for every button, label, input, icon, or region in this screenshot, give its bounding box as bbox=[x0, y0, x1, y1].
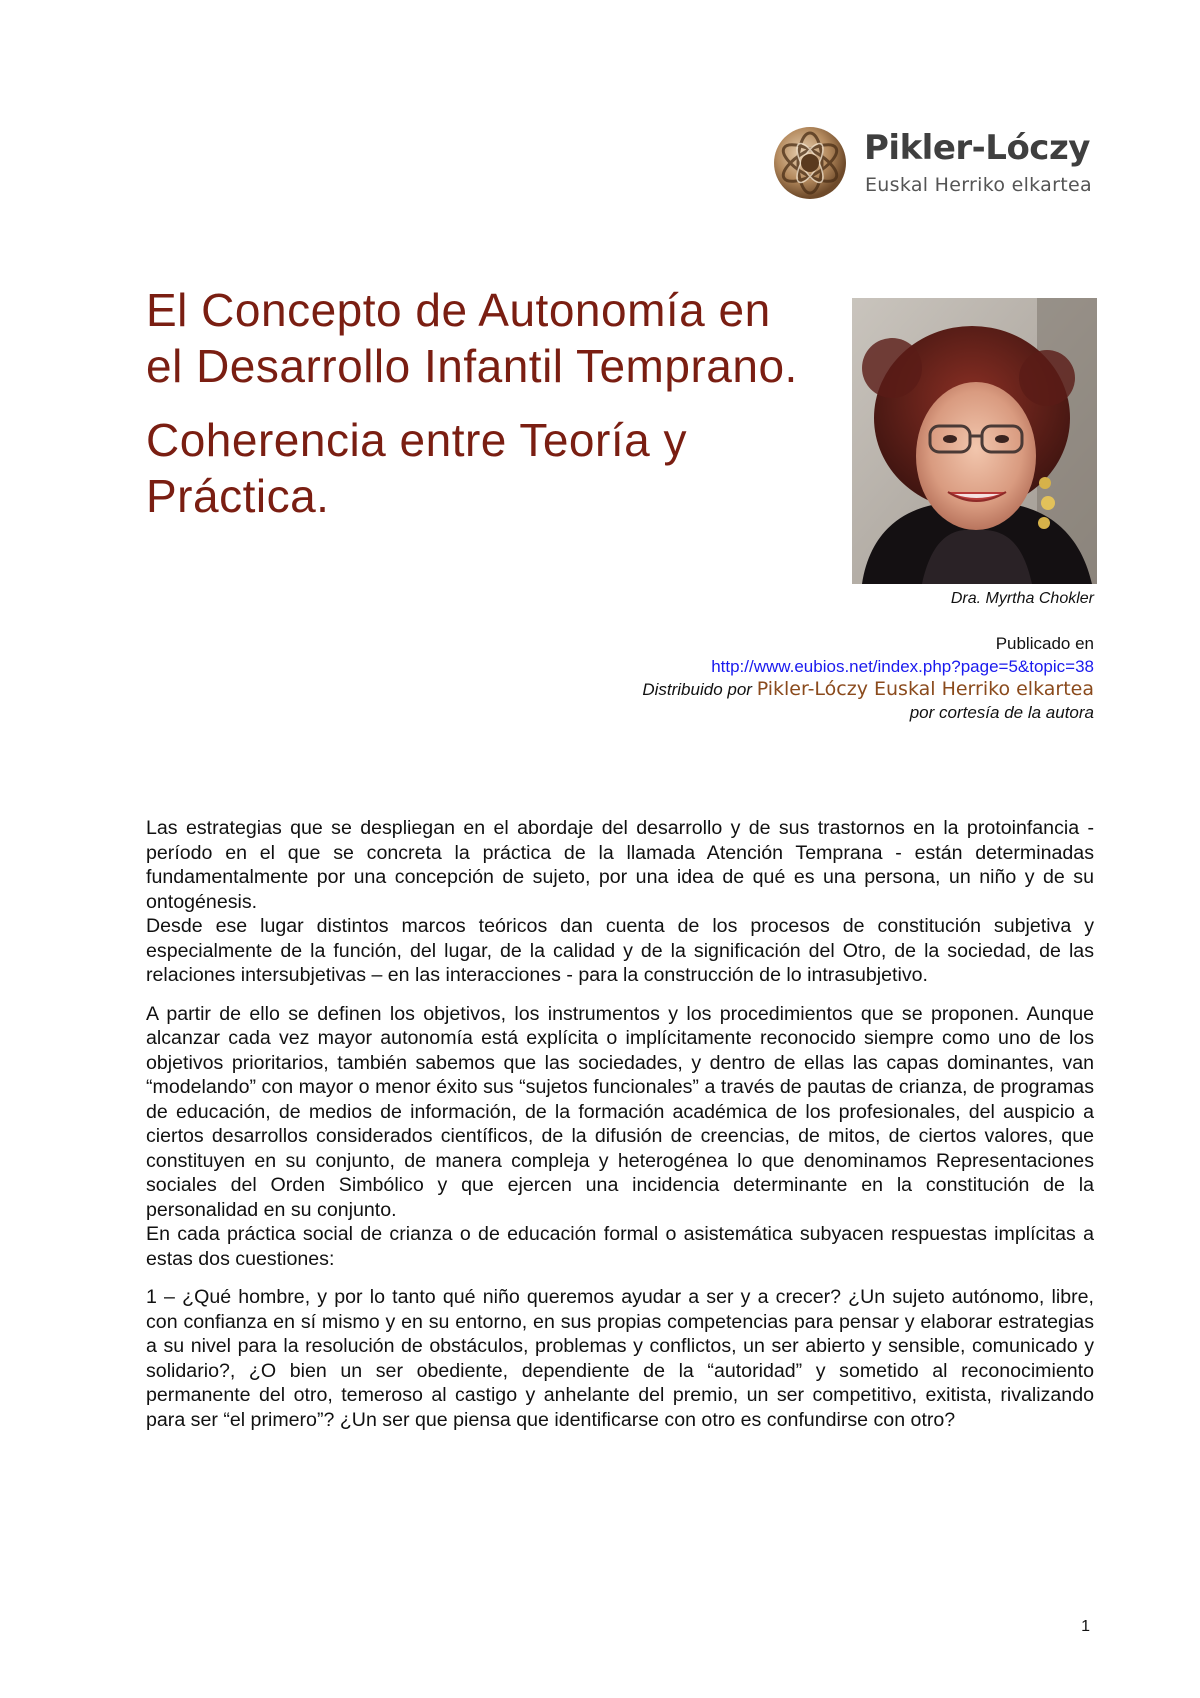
distributor-name: Pikler-Lóczy Euskal Herriko elkartea bbox=[756, 678, 1094, 700]
paragraph: A partir de ello se definen los objetivos, los instrumentos y los procedimientos que se proponen. Aunque alcanzar cada vez mayor autonomía está explícita o implícitamente reconocido siempre como uno de los objetivos prioritarios, también sabemos que las sociedades, y dentro de ellas las capas dominantes, van “modelando” con mayor o menor éxito sus “sujetos funcionales” a través de pautas de crianza, de programas de educación, de medios de información, de la formación académica de los profesionales, del auspicio a ciertos desarrollos considerados científicos, de la difusión de creencias, de mitos, de ciertos valores, que constituyen en su conjunto, de manera compleja y heterogénea lo que denominamos Representaciones sociales del Orden Simbólico y que ejercen una incidencia determinante en la constitución de la personalidad en su conjunto. bbox=[146, 1002, 1094, 1221]
courtesy-note: por cortesía de la autora bbox=[909, 703, 1094, 722]
distributed-by-label: Distribuido por bbox=[642, 680, 752, 699]
logo-subtitle: Euskal Herriko elkartea bbox=[865, 174, 1092, 196]
source-link[interactable]: http://www.eubios.net/index.php?page=5&topic=38 bbox=[711, 657, 1094, 676]
article-body bbox=[146, 816, 1094, 1432]
organization-logo bbox=[770, 118, 1100, 213]
paragraph: En cada práctica social de crianza o de educación formal o asistemática subyacen respuestas implícitas a estas dos cuestiones: bbox=[146, 1223, 1094, 1270]
page-number: 1 bbox=[1081, 1618, 1090, 1635]
photo-caption: Dra. Myrtha Chokler bbox=[950, 590, 1094, 607]
title-line-2: Coherencia entre Teoría y Práctica. bbox=[146, 414, 687, 522]
paragraph: 1 – ¿Qué hombre, y por lo tanto qué niño queremos ayudar a ser y a crecer? ¿Un sujeto autónomo, libre, con confianza en sí mismo y en su entorno, en sus propias competencias para pensar y elaborar estrategias a su nivel para la resolución de obstáculos, problemas y conflictos, un ser abierto y sensible, comunicado y solidario?, ¿O bien un ser obediente, dependiente de la “autoridad” y sometido al reconocimiento permanente del otro, temeroso al castigo y anhelante del premio, un ser competitivo, exitista, rivalizando para ser “el primero”? ¿Un ser que piensa que identificarse con otro es confundirse con otro? bbox=[146, 1286, 1094, 1431]
distribution-line bbox=[642, 678, 1094, 701]
publication-info bbox=[642, 632, 1094, 724]
document-title bbox=[146, 282, 806, 524]
logo-title: Pikler-Lóczy bbox=[864, 128, 1090, 168]
paragraph: Desde ese lugar distintos marcos teóricos dan cuenta de los procesos de constitución subjetiva y especialmente de la función, del lugar, de la calidad y de la significación del Otro, de la sociedad, de las relaciones intersubjetivas – en las interacciones - para la construcción de lo intrasubjetivo. bbox=[146, 915, 1094, 986]
title-line-1: El Concepto de Autonomía en el Desarrollo Infantil Temprano. bbox=[146, 284, 798, 392]
paragraph: Las estrategias que se despliegan en el abordaje del desarrollo y de sus trastornos en la protoinfancia - período en el que se concreta la práctica de la llamada Atención Temprana - están determinadas fundamentalmente por una concepción de sujeto, por una idea de qué es una persona, un niño y de su ontogénesis. bbox=[146, 817, 1094, 913]
published-in-label: Publicado en bbox=[995, 634, 1094, 653]
author-portrait bbox=[852, 298, 1097, 584]
woven-ball-icon bbox=[770, 123, 850, 203]
author-photo bbox=[852, 298, 1097, 584]
